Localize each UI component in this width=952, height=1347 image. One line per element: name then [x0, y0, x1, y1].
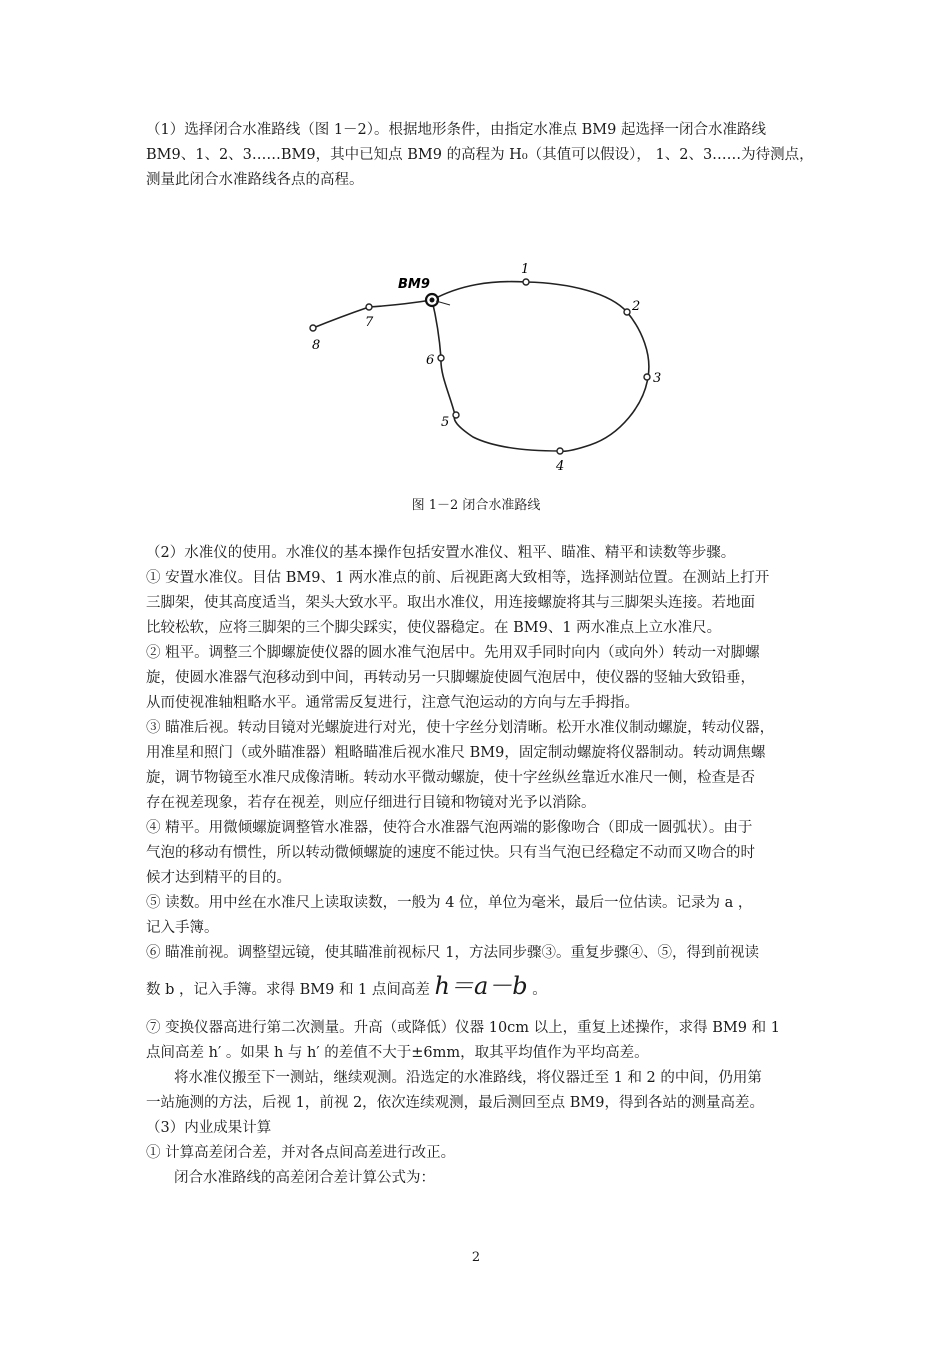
step-5-line-1: ⑤ 读数。用中丝在水准尺上读取读数，一般为 4 位，单位为毫米，最后一位估读。记录为 a ， [146, 895, 753, 911]
leveling-route-figure [290, 255, 670, 485]
step-1-line-3: 比较松软，应将三脚架的三个脚尖踩实，使仪器稳定。在 BM9、1 两水准点上立水准尺。 [146, 620, 722, 636]
calc-formula-intro: 闭合水准路线的高差闭合差计算公式为： [174, 1170, 435, 1186]
point-7 [366, 304, 372, 310]
step-4-line-3: 候才达到精平的目的。 [146, 870, 291, 886]
step-4-line-1: ④ 精平。用微倾螺旋调整管水准器，使符合水准器气泡两端的影像吻合（即成一圆弧状）。由于 [146, 820, 753, 836]
loop-line [432, 282, 649, 452]
label-1: 1 [521, 262, 530, 277]
height-difference-formula: h＝a－b [434, 972, 528, 1000]
intro-line-2: BM9、1、2、3……BM9，其中已知点 BM9 的高程为 H₀（其值可以假设）， 1、2、3……为待测点， [146, 147, 814, 163]
point-2 [624, 309, 630, 315]
step-3-line-4: 存在视差现象，若存在视差，则应仔细进行目镜和物镜对光予以消除。 [146, 795, 596, 811]
step-3-line-1: ③ 瞄准后视。转动目镜对光螺旋进行对光，使十字丝分划清晰。松开水准仪制动螺旋，转动仪器， [146, 720, 775, 736]
move-station-line-1: 将水准仪搬至下一测站，继续观测。沿选定的水准路线，将仪器迁至 1 和 2 的中间，仍用第 [174, 1070, 762, 1086]
intro-line-1: （1）选择闭合水准路线（图 1－2）。根据地形条件，由指定水准点 BM9 起选择一闭合水准路线 [146, 122, 766, 138]
step-3-line-3: 旋，调节物镜至水准尺成像清晰。转动水平微动螺旋，使十字丝纵丝靠近水准尺一侧，检查是否 [146, 770, 755, 786]
point-5 [453, 412, 459, 418]
move-station-line-2: 一站施测的方法，后视 1，前视 2，依次连续观测，最后测回至点 BM9，得到各站的测量高差。 [146, 1095, 765, 1111]
point-6 [438, 355, 444, 361]
step-1-line-2: 三脚架，使其高度适当，架头大致水平。取出水准仪，用连接螺旋将其与三脚架头连接。若地面 [146, 595, 755, 611]
label-8: 8 [312, 338, 321, 353]
point-8 [310, 325, 316, 331]
step-2-line-3: 从而使视准轴粗略水平。通常需反复进行，注意气泡运动的方向与左手拇指。 [146, 695, 639, 711]
step-3-line-2: 用准星和照门（或外瞄准器）粗略瞄准后视水准尺 BM9，固定制动螺旋将仪器制动。转动调焦螺 [146, 745, 766, 761]
step-4-line-2: 气泡的移动有惯性，所以转动微倾螺旋的速度不能过快。只有当气泡已经稳定不动而又吻合的时 [146, 845, 755, 861]
calc-step-1: ① 计算高差闭合差，并对各点间高差进行改正。 [146, 1145, 456, 1161]
label-bm9: BM9 [398, 277, 430, 292]
label-4: 4 [556, 459, 565, 474]
bm9-center [430, 298, 435, 303]
intro-line-3: 测量此闭合水准路线各点的高程。 [146, 172, 364, 188]
step-6-end: 。 [532, 982, 547, 998]
label-5: 5 [441, 415, 450, 430]
step-7-line-2: 点间高差 h′ 。如果 h 与 h′ 的差值不大于±6mm，取其平均值作为平均高差。 [146, 1045, 649, 1061]
step-1-line-1: ① 安置水准仪。目估 BM9、1 两水准点的前、后视距离大致相等，选择测站位置。在测站上打开 [146, 570, 770, 586]
label-2: 2 [632, 299, 641, 314]
step-5-line-2: 记入手簿。 [146, 920, 219, 936]
label-3: 3 [653, 371, 662, 386]
point-1 [523, 279, 529, 285]
step-7-line-1: ⑦ 变换仪器高进行第二次测量。升高（或降低）仪器 10cm 以上，重复上述操作，求得 BM9 和 1 [146, 1020, 780, 1036]
step-2-line-2: 旋，使圆水准器气泡移动到中间，再转动另一只脚螺旋使圆气泡居中，使仪器的竖轴大致铅垂， [146, 670, 755, 686]
step-2-line-1: ② 粗平。调整三个脚螺旋使仪器的圆水准气泡居中。先用双手同时向内（或向外）转动一对脚螺 [146, 645, 760, 661]
figure-caption: 图 1－2 闭合水准路线 [411, 498, 541, 513]
step-6-text: 数 b ，记入手簿。求得 BM9 和 1 点间高差 [146, 982, 430, 998]
page-number: 2 [471, 1250, 481, 1265]
label-7: 7 [365, 315, 374, 330]
section-2-intro: （2）水准仪的使用。水准仪的基本操作包括安置水准仪、粗平、瞄准、精平和读数等步骤。 [146, 545, 736, 561]
step-6-line-2 [146, 974, 852, 1003]
step-6-line-1: ⑥ 瞄准前视。调整望远镜，使其瞄准前视标尺 1，方法同步骤③。重复步骤④、⑤，得到前视读 [146, 945, 759, 961]
label-6: 6 [426, 353, 435, 368]
point-3 [644, 374, 650, 380]
point-4 [557, 448, 563, 454]
section-3-heading: （3）内业成果计算 [146, 1120, 272, 1136]
